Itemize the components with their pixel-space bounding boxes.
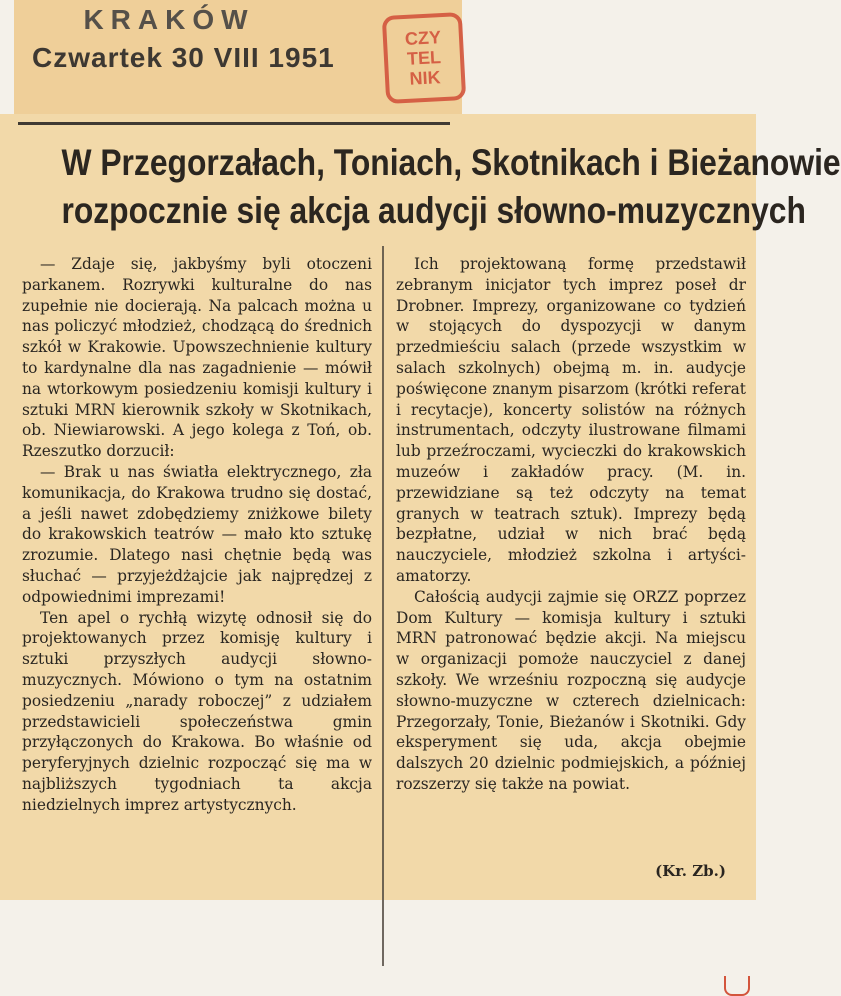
masthead-clipping [14, 0, 462, 118]
stamp-line-3: NIK [409, 67, 442, 89]
masthead-city: KRAKÓW [83, 4, 255, 35]
top-rule [18, 122, 450, 125]
author-signature: (Kr. Zb.) [655, 862, 726, 880]
article-clipping [0, 114, 841, 900]
headline-line-2: rozpocznie się akcja audycji słowno-muzycznych [61, 190, 806, 231]
left-paragraph-3: Ten apel o rychłą wizytę odnosił się do projektowanych przez komisję kultury i sztuki przyszłych audycji słowno-muzycznych. Mówiono o tym na ostatnim posiedzeniu „narady roboczej” z udziałem przedstawicieli społeczeństwa gmin przyłączonych do Krakowa. Bo właśnie od peryferyjnych dzielnic rozpocząć się ma w najbliższych tygodniach ta akcja niedzielnych imprez artystycznych. [22, 608, 372, 814]
headline-line-1: W Przegorzałach, Toniach, Skotnikach i Bieżanowie [61, 142, 841, 183]
right-paragraph-1: Ich projektowaną formę przedstawił zebranym inicjator tych imprez poseł dr Drobner. Imprezy, organizowane co tydzień w stojących do dyspozycji w danym przedmieściu salach (przede wszystkim w salach szkolnych) obejmą m. in. audycje poświęcone znanym pisarzom (krótki referat i recytacje), koncerty solistów na różnych instrumentach, odczyty ilustrowane filmami lub przeźroczami, wycieczki do krakowskich muzeów i zakładów pracy. (M. in. przewidziane są też odczyty na temat granych w teatrach sztuk). Imprezy będą bezpłatne, udział w nich brać będą nauczyciele, młodzież szkolna i artyści-amatorzy. [396, 255, 746, 585]
left-column [22, 254, 372, 816]
masthead-date: Czwartek 30 VIII 1951 [32, 42, 335, 73]
czytelnik-stamp-icon [382, 12, 466, 104]
stamp-line-2: TEL [406, 47, 442, 69]
column-divider [382, 246, 384, 966]
right-column [396, 254, 746, 795]
left-paragraph-2: — Brak u nas światła elektrycznego, zła komunikacja, do Krakowa trudno się dostać, a jeśli nawet zdobędziemy zniżkowe bilety do krakowskich teatrów — mało kto sztukę zrozumie. Dlatego nasi chętnie będą was słuchać — przyjeżdżajcie jak najprędzej z odpowiednimi imprezami! [22, 462, 372, 606]
stamp-line-1: CZY [404, 27, 442, 49]
right-paragraph-2: Całością audycji zajmie się ORZZ poprzez Dom Kultury — komisja kultury i sztuki MRN patronować będzie akcji. Na miejscu w organizacji pomoże nauczyciel z danej szkoły. We wrześniu rozpoczną się audycje słowno-muzyczne w czterech dzielnicach: Przegorzały, Tonie, Bieżanów i Skotniki. Gdy eksperyment się uda, akcja obejmie dalszych 20 dzielnic podmiejskich, a później rozszerzy się także na powiat. [396, 587, 746, 793]
left-paragraph-1: — Zdaje się, jakbyśmy byli otoczeni parkanem. Rozrywki kulturalne do nas zupełnie nie docierają. Na palcach można u nas policzyć młodzież, chodzącą do średnich szkół w Krakowie. Upowszechnienie kultury to kardynalne dla nas zagadnienie — mówił na wtorkowym posiedzeniu komisji kultury i sztuki MRN kierownik szkoły w Skotnikach, ob. Niewiarowski. A jego kolega z Toń, ob. Rzeszutko dorzucił: [22, 255, 372, 461]
corner-stamp-icon [724, 976, 750, 996]
